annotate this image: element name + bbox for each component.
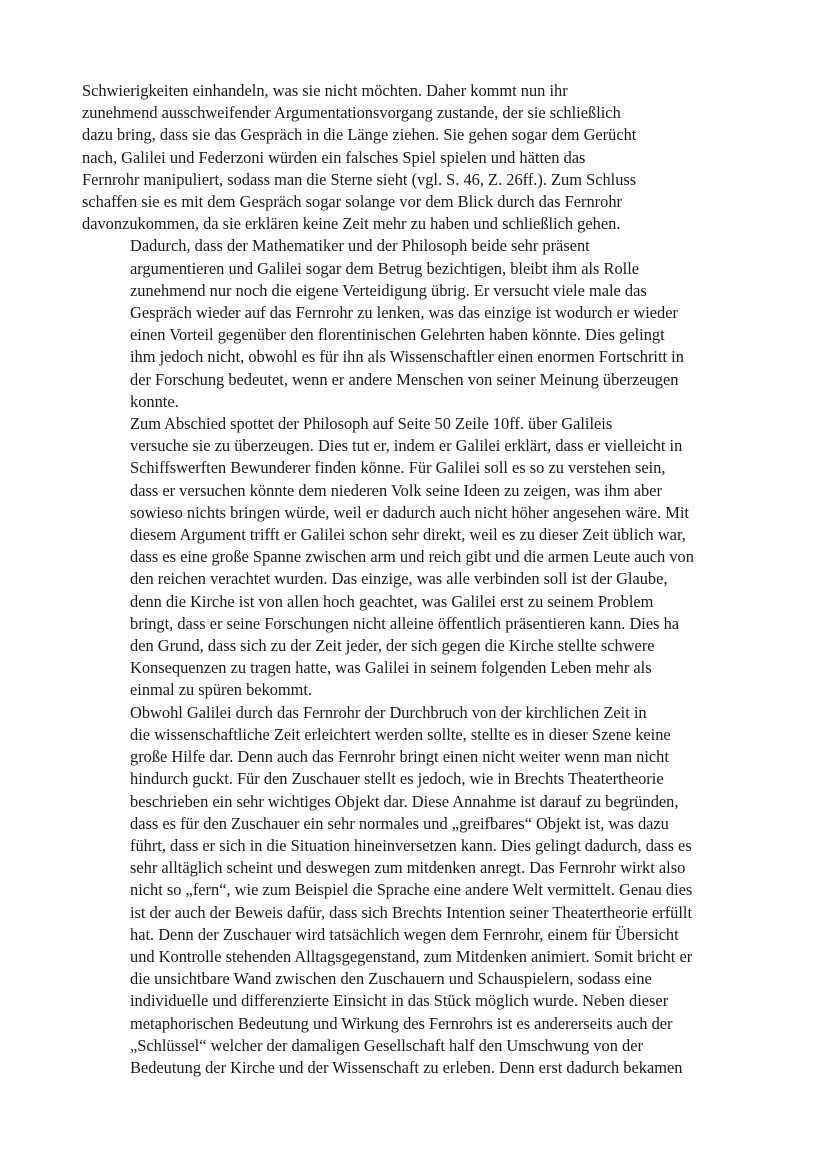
text-line: beschrieben ein sehr wichtiges Objekt dar. Diese Annahme ist darauf zu begründen,: [130, 791, 679, 811]
text-line: Konsequenzen zu tragen hatte, was Galilei in seinem folgenden Leben mehr als: [130, 658, 652, 678]
text-line: große Hilfe dar. Denn auch das Fernrohr bringt einen nicht weiter wenn man nicht: [130, 747, 669, 767]
body-text: [82, 80, 749, 1079]
text-line: nicht so „fern“, wie zum Beispiel die Sprache eine andere Welt vermittelt. Genau dies: [130, 880, 693, 900]
text-line: Obwohl Galilei durch das Fernrohr der Durchbruch von der kirchlichen Zeit in: [130, 702, 647, 722]
text-line: dass es eine große Spanne zwischen arm und reich gibt und die armen Leute auch von: [130, 547, 694, 567]
text-line: metaphorischen Bedeutung und Wirkung des Fernrohrs ist es andererseits auch der: [130, 1013, 673, 1033]
text-line: dass er versuchen könnte dem niederen Volk seine Ideen zu zeigen, was ihm aber: [130, 480, 662, 500]
text-line: argumentieren und Galilei sogar dem Betrug bezichtigen, bleibt ihm als Rolle: [130, 258, 640, 278]
paragraph: [82, 702, 749, 1079]
text-line: davonzukommen, da sie erklären keine Zeit mehr zu haben und schließlich gehen.: [82, 214, 621, 234]
text-line: versuche sie zu überzeugen. Dies tut er, indem er Galilei erklärt, dass er vielleicht in: [130, 436, 683, 456]
text-line: dazu bring, dass sie das Gespräch in die Länge ziehen. Sie gehen sogar dem Gerücht: [82, 125, 637, 145]
text-line: führt, dass er sich in die Situation hineinversetzen kann. Dies gelingt dadurch, dass es: [130, 835, 692, 855]
text-line: die wissenschaftliche Zeit erleichtert werden sollte, stellte es in dieser Szene keine: [130, 724, 671, 744]
text-line: schaffen sie es mit dem Gespräch sogar solange vor dem Blick durch das Fernrohr: [82, 192, 622, 212]
text-line: sowieso nichts bringen würde, weil er dadurch auch nicht höher angesehen wäre. Mit: [130, 502, 689, 522]
text-line: und Kontrolle stehenden Alltagsgegenstand, zum Mitdenken animiert. Somit bricht er: [130, 946, 693, 966]
text-line: dass es für den Zuschauer ein sehr normales und „greifbares“ Objekt ist, was dazu: [130, 813, 669, 833]
text-line: Fernrohr manipuliert, sodass man die Sterne sieht (vgl. S. 46, Z. 26ff.). Zum Schluss: [82, 169, 637, 189]
text-line: die unsichtbare Wand zwischen den Zuschauern und Schauspielern, sodass eine: [130, 969, 652, 989]
paragraph: [82, 80, 749, 235]
text-line: Schwierigkeiten einhandeln, was sie nicht möchten. Daher kommt nun ihr: [82, 81, 568, 100]
text-line: zunehmend ausschweifender Argumentationsvorgang zustande, der sie schließlich: [82, 103, 621, 123]
text-line: einen Vorteil gegenüber den florentinischen Gelehrten haben könnte. Dies gelingt: [130, 325, 665, 345]
text-line: Dadurch, dass der Mathematiker und der Philosoph beide sehr präsent: [130, 236, 590, 256]
text-line: bringt, dass er seine Forschungen nicht alleine öffentlich präsentieren kann. Dies ha: [130, 613, 680, 633]
paragraph: [82, 235, 749, 413]
text-line: individuelle und differenzierte Einsicht in das Stück möglich wurde. Neben dieser: [130, 991, 669, 1011]
paragraph: [82, 413, 749, 702]
text-line: den reichen verachtet wurden. Das einzige, was alle verbinden soll ist der Glaube,: [130, 569, 668, 589]
text-line: ihm jedoch nicht, obwohl es für ihn als Wissenschaftler einen enormen Fortschritt in: [130, 347, 684, 367]
text-line: Zum Abschied spottet der Philosoph auf Seite 50 Zeile 10ff. über Galileis: [130, 414, 613, 434]
text-line: zunehmend nur noch die eigene Verteidigung übrig. Er versucht viele male das: [130, 280, 647, 300]
text-line: einmal zu spüren bekommt.: [130, 680, 313, 700]
text-line: hat. Denn der Zuschauer wird tatsächlich wegen dem Fernrohr, einem für Übersicht: [130, 924, 679, 944]
text-line: der Forschung bedeutet, wenn er andere Menschen von seiner Meinung überzeugen: [130, 369, 679, 389]
text-line: „Schlüssel“ welcher der damaligen Gesellschaft half den Umschwung von der: [130, 1035, 643, 1055]
text-line: Bedeutung der Kirche und der Wissenschaft zu erleben. Denn erst dadurch bekamen: [130, 1057, 683, 1077]
text-line: Schiffswerften Bewunderer finden könne. Für Galilei soll es so zu verstehen sein,: [130, 458, 666, 478]
text-line: denn die Kirche ist von allen hoch geachtet, was Galilei erst zu seinem Problem: [130, 591, 654, 611]
text-line: konnte.: [130, 391, 179, 411]
text-line: Gespräch wieder auf das Fernrohr zu lenken, was das einzige ist wodurch er wieder: [130, 303, 678, 323]
text-line: den Grund, dass sich zu der Zeit jeder, der sich gegen die Kirche stellte schwere: [130, 636, 655, 656]
text-line: hindurch guckt. Für den Zuschauer stellt es jedoch, wie in Brechts Theatertheorie: [130, 769, 664, 789]
text-line: diesem Argument trifft er Galilei schon sehr direkt, weil es zu dieser Zeit üblich war,: [130, 525, 686, 545]
text-line: nach, Galilei und Federzoni würden ein falsches Spiel spielen und hätten das: [82, 147, 586, 167]
text-line: sehr alltäglich scheint und deswegen zum mitdenken anregt. Das Fernrohr wirkt also: [130, 858, 686, 878]
text-line: ist der auch der Beweis dafür, dass sich Brechts Intention seiner Theatertheorie erfüllt: [130, 902, 693, 922]
